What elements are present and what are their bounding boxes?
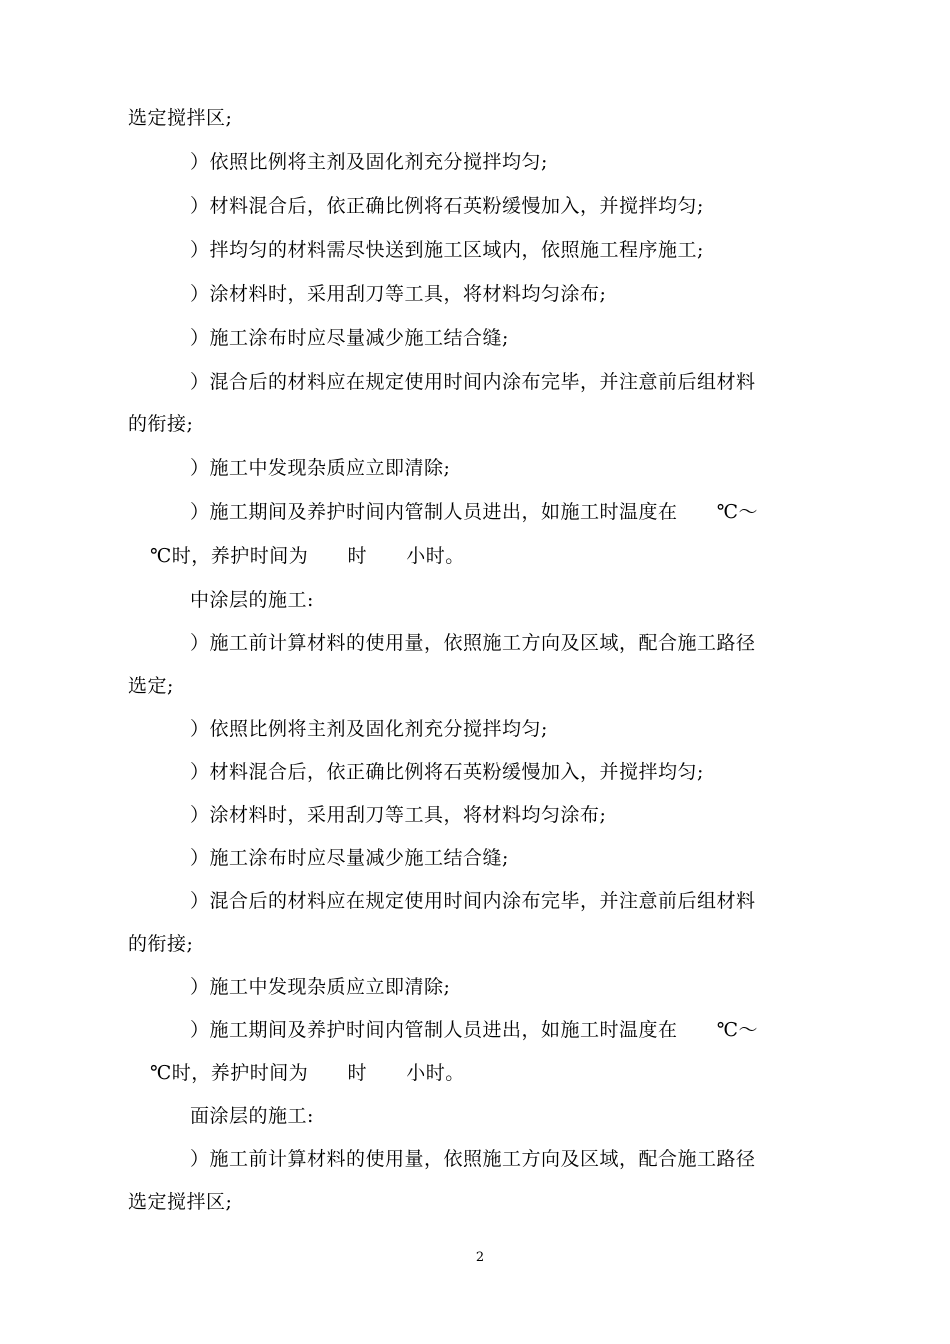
text-line: ）施工中发现杂质应立即清除; — [190, 457, 451, 479]
text-line: ）材料混合后，依正确比例将石英粉缓慢加入，并搅拌均匀; — [190, 195, 704, 217]
text-line: ）施工前计算材料的使用量，依照施工方向及区域，配合施工路径 — [190, 632, 756, 654]
text-line: ℃时，养护时间为 时 小时。 — [150, 545, 465, 567]
text-line: 选定搅拌区; — [128, 1191, 233, 1213]
text-line: ）施工期间及养护时间内管制人员进出，如施工时温度在 ℃～ — [190, 501, 758, 523]
text-line: ）施工涂布时应尽量减少施工结合缝; — [190, 327, 509, 349]
text-line: ℃时，养护时间为 时 小时。 — [150, 1062, 465, 1084]
section-heading: 面涂层的施工: — [190, 1105, 314, 1127]
section-heading: 中涂层的施工: — [190, 589, 314, 611]
page-number: 2 — [475, 1250, 485, 1265]
text-line: ）依照比例将主剂及固化剂充分搅拌均匀; — [190, 718, 548, 740]
text-line: ）施工中发现杂质应立即清除; — [190, 976, 451, 998]
text-line: ）混合后的材料应在规定使用时间内涂布完毕，并注意前后组材料 — [190, 371, 756, 393]
text-line: ）混合后的材料应在规定使用时间内涂布完毕，并注意前后组材料 — [190, 890, 756, 912]
text-line: ）施工前计算材料的使用量，依照施工方向及区域，配合施工路径 — [190, 1148, 756, 1170]
text-line: 选定; — [128, 675, 174, 697]
text-line: ）涂材料时，采用刮刀等工具，将材料均匀涂布; — [190, 804, 607, 826]
text-line: ）拌均匀的材料需尽快送到施工区域内，依照施工程序施工; — [190, 239, 704, 261]
text-line: ）施工涂布时应尽量减少施工结合缝; — [190, 847, 509, 869]
text-line: ）材料混合后，依正确比例将石英粉缓慢加入，并搅拌均匀; — [190, 761, 704, 783]
text-line: ）依照比例将主剂及固化剂充分搅拌均匀; — [190, 151, 548, 173]
text-line: 的衔接; — [128, 413, 194, 435]
text-line: 选定搅拌区; — [128, 107, 233, 129]
text-line: ）涂材料时，采用刮刀等工具，将材料均匀涂布; — [190, 283, 607, 305]
text-line: ）施工期间及养护时间内管制人员进出，如施工时温度在 ℃～ — [190, 1019, 758, 1041]
text-line: 的衔接; — [128, 933, 194, 955]
